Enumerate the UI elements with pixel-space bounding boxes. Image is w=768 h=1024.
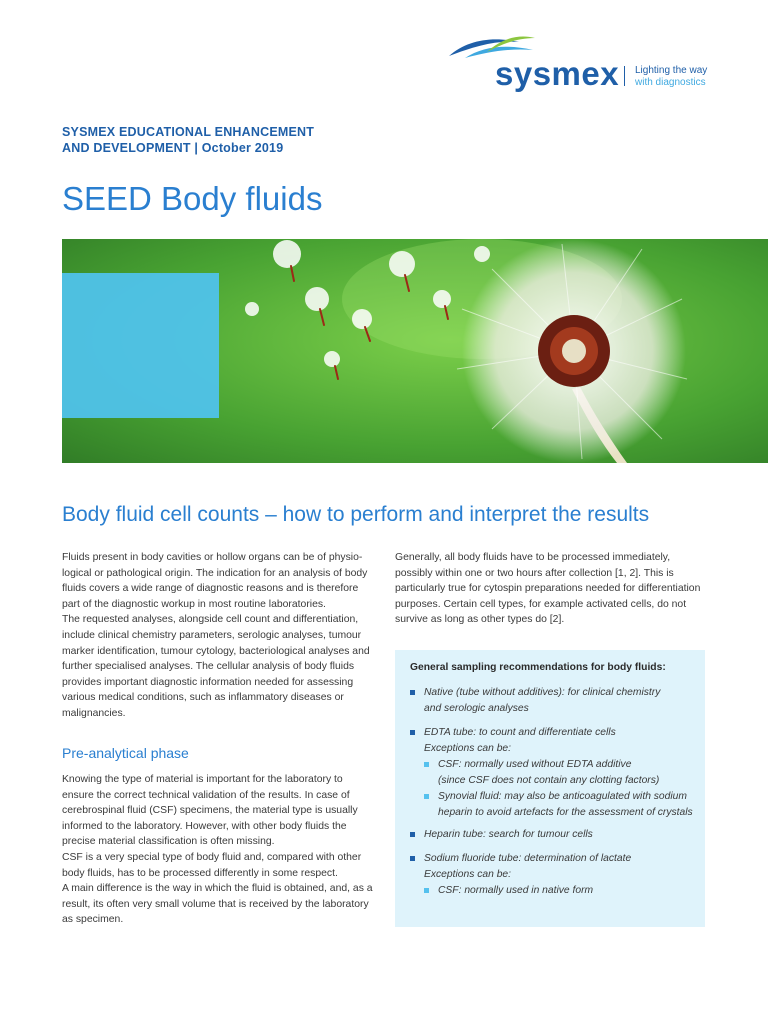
logo-tagline-2: with diagnostics (635, 77, 706, 88)
bullet-icon (410, 690, 415, 695)
logo-divider (624, 66, 625, 86)
bullet-icon (410, 730, 415, 735)
eyebrow-line-1: SYSMEX EDUCATIONAL ENHANCEMENT (62, 125, 315, 139)
sampling-list (410, 827, 700, 843)
intro-text (62, 550, 377, 722)
list-item-text: Exceptions can be: (424, 743, 512, 754)
hero-accent-block (62, 273, 219, 418)
pre-analytical-paragraph-1: Knowing the type of material is important for the laboratory to ensure the correct technical validation of the results. In case of cerebrospinal fluid (CSF) specimens, the material type is usually informed to the laboratory. However, with other body fluids the precise material classification is often missing. (62, 774, 358, 848)
pre-analytical-text (62, 772, 377, 928)
eyebrow-heading (62, 124, 314, 156)
list-item-text: EDTA tube: to count and differentiate cells (424, 727, 616, 738)
pre-analytical-paragraph-3: A main difference is the way in which the fluid is obtained, and, as a result, its often very small volume that is received by the laboratory as specimen. (62, 883, 373, 926)
sub-item-text: CSF: normally used without EDTA additive (438, 759, 632, 770)
sub-item-text: Synovial fluid: may also be anticoagulated with sodium (438, 791, 687, 802)
sub-item-text: heparin to avoid artefacts for the assessment of crystals (438, 807, 693, 818)
logo-tagline-1: Lighting the way (635, 65, 708, 76)
list-item-text: Sodium fluoride tube: determination of lactate (424, 853, 632, 864)
bullet-icon (410, 856, 415, 861)
list-item-text: Heparin tube: search for tumour cells (424, 829, 593, 840)
pre-analytical-heading: Pre-analytical phase (62, 745, 189, 761)
bullet-icon (410, 832, 415, 837)
list-item-native (410, 685, 700, 717)
pre-analytical-paragraph-2: CSF is a very special type of body fluid and, compared with other body fluids, has to be processed differently in some respect. (62, 851, 362, 879)
sub-bullet-icon (424, 794, 429, 799)
list-item-sodium-fluoride (410, 851, 700, 899)
eyebrow-line-2: AND DEVELOPMENT | October 2019 (62, 141, 284, 155)
sub-item-csf-edta (424, 757, 700, 789)
list-item-text: Exceptions can be: (424, 869, 512, 880)
sub-bullet-icon (424, 888, 429, 893)
sampling-box-title: General sampling recommendations for body fluids: (410, 662, 666, 673)
sampling-list (410, 851, 700, 899)
sub-item-synovial (424, 789, 700, 821)
intro-paragraph-2: The requested analyses, alongside cell count and differentiation, include clinical chemistry parameters, serologic analyses, tumour marker identification, tumour cytology, bacteriological analyses and further specialised analyses. The cellular analysis of body fluids provides important diagnostic information needed for assessing various medical conditions, such as inflammatory diseases or malignancies. (62, 614, 370, 719)
list-item-edta (410, 725, 700, 821)
sub-item-text: CSF: normally used in native form (438, 885, 594, 896)
sub-item-csf-native (424, 883, 700, 899)
processing-text (395, 550, 710, 628)
sampling-list (410, 685, 700, 717)
sysmex-wordmark: sysmex (495, 55, 620, 92)
sampling-list (410, 725, 700, 821)
list-item-heparin (410, 827, 700, 843)
processing-paragraph: Generally, all body fluids have to be processed immediately, possibly within one or two hours after collection [1, 2]. This is particularly true for cytospin preparations needed for differentiation purposes. Certain cell types, for example activated cells, do not survive as long as other types do [2]. (395, 552, 701, 626)
page-title: SEED Body fluids (62, 180, 323, 217)
sub-bullet-icon (424, 762, 429, 767)
intro-paragraph-1: Fluids present in body cavities or hollow organs can be of physio-logical or pathological origin. The indication for an analysis of body fluids covers a wide range of diagnostic reasons and is therefore part of the diagnostic workup in most routine laboratories. (62, 552, 368, 610)
section-subtitle: Body fluid cell counts – how to perform and interpret the results (62, 503, 650, 526)
list-item-text: and serologic analyses (424, 703, 529, 714)
list-item-text: Native (tube without additives): for clinical chemistry (424, 687, 661, 698)
sub-item-text: (since CSF does not contain any clotting factors) (438, 775, 660, 786)
